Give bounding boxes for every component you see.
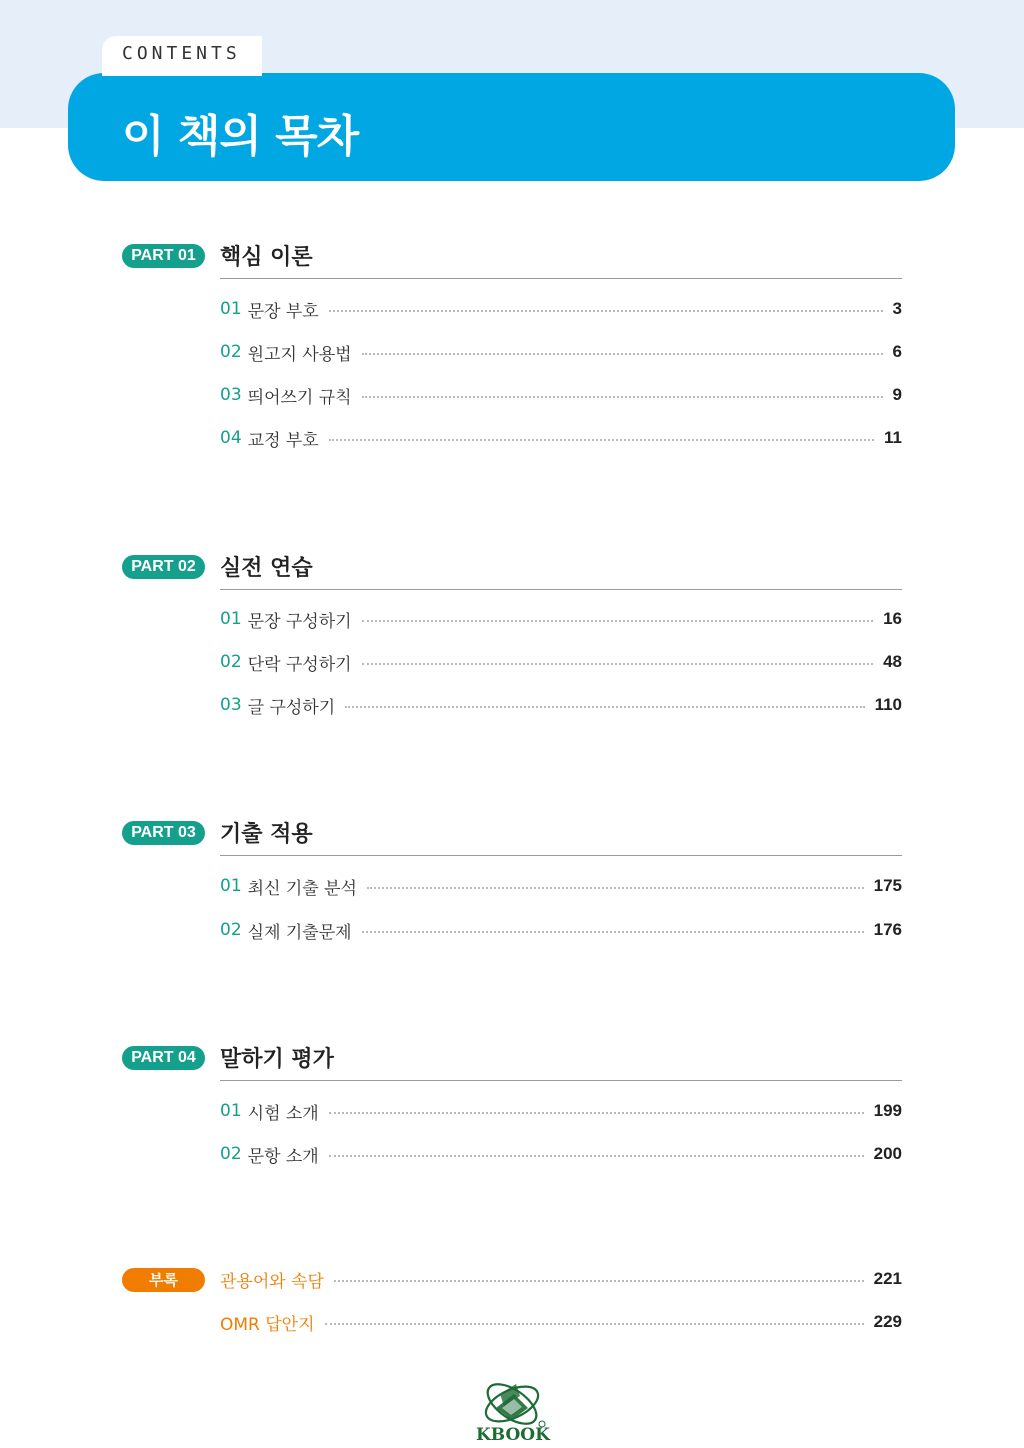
dot-leader bbox=[329, 1155, 864, 1157]
toc-entry[interactable] bbox=[220, 1309, 902, 1335]
toc-entry[interactable] bbox=[220, 1141, 902, 1167]
entry-title: 문장 부호 bbox=[247, 301, 319, 322]
part-divider bbox=[220, 278, 902, 279]
entry-page: 3 bbox=[892, 299, 902, 318]
toc-entry[interactable] bbox=[220, 692, 902, 718]
part-badge: PART 01 bbox=[122, 244, 205, 268]
dot-leader bbox=[367, 887, 864, 889]
toc-entry[interactable] bbox=[220, 296, 902, 322]
entry-title: 원고지 사용법 bbox=[247, 344, 352, 365]
entry-number: 01 bbox=[220, 1101, 242, 1121]
dot-leader bbox=[329, 310, 883, 312]
entry-page: 16 bbox=[883, 609, 902, 628]
entry-page: 176 bbox=[873, 920, 902, 939]
toc-entry[interactable] bbox=[220, 1266, 902, 1292]
toc-entry[interactable] bbox=[220, 873, 902, 899]
entry-page: 48 bbox=[883, 652, 902, 671]
entry-title: 교정 부호 bbox=[247, 430, 319, 451]
entry-page: 6 bbox=[892, 342, 902, 361]
contents-label: CONTENTS bbox=[122, 43, 241, 64]
dot-leader bbox=[362, 396, 883, 398]
entry-number: 01 bbox=[220, 876, 242, 896]
dot-leader bbox=[345, 706, 864, 708]
entry-page: 229 bbox=[873, 1312, 902, 1331]
entry-page: 110 bbox=[874, 695, 902, 714]
toc-entry[interactable] bbox=[220, 1098, 902, 1124]
part-title: 실전 연습 bbox=[220, 556, 313, 581]
dot-leader bbox=[362, 620, 874, 622]
entry-title: 최신 기출 분석 bbox=[247, 878, 357, 899]
entry-title: 띄어쓰기 규칙 bbox=[247, 387, 352, 408]
part-divider bbox=[220, 855, 902, 856]
entry-page: 175 bbox=[873, 876, 902, 895]
dot-leader bbox=[329, 1112, 864, 1114]
entry-title: 문항 소개 bbox=[247, 1146, 319, 1167]
entry-title: OMR 답안지 bbox=[220, 1314, 315, 1335]
part-title: 핵심 이론 bbox=[220, 245, 313, 270]
entry-title: 글 구성하기 bbox=[247, 697, 336, 718]
entry-page: 9 bbox=[892, 385, 902, 404]
toc-entry[interactable] bbox=[220, 649, 902, 675]
entry-number: 01 bbox=[220, 609, 242, 629]
entry-number: 04 bbox=[220, 428, 242, 448]
entry-title: 실제 기출문제 bbox=[247, 922, 352, 943]
part-badge: PART 04 bbox=[122, 1046, 205, 1070]
part-badge: PART 03 bbox=[122, 821, 205, 845]
part-title: 기출 적용 bbox=[220, 822, 313, 847]
part-divider bbox=[220, 1080, 902, 1081]
part-badge: PART 02 bbox=[122, 555, 205, 579]
dot-leader bbox=[325, 1323, 864, 1325]
entry-page: 11 bbox=[884, 428, 902, 447]
entry-number: 02 bbox=[220, 652, 242, 672]
entry-page: 199 bbox=[873, 1101, 902, 1120]
entry-number: 03 bbox=[220, 385, 242, 405]
part-title: 말하기 평가 bbox=[220, 1047, 334, 1072]
toc-entry[interactable] bbox=[220, 917, 902, 943]
dot-leader bbox=[334, 1280, 864, 1282]
page-title: 이 책의 목차 bbox=[122, 111, 359, 162]
entry-title: 단락 구성하기 bbox=[247, 654, 352, 675]
entry-number: 02 bbox=[220, 920, 242, 940]
entry-title: 관용어와 속담 bbox=[220, 1271, 324, 1292]
toc-entry[interactable] bbox=[220, 606, 902, 632]
entry-number: 03 bbox=[220, 695, 242, 715]
entry-title: 문장 구성하기 bbox=[247, 611, 352, 632]
dot-leader bbox=[329, 439, 874, 441]
entry-page: 200 bbox=[873, 1144, 902, 1163]
entry-number: 01 bbox=[220, 299, 242, 319]
entry-page: 221 bbox=[873, 1269, 902, 1288]
dot-leader bbox=[362, 931, 864, 933]
entry-title: 시험 소개 bbox=[247, 1103, 319, 1124]
entry-number: 02 bbox=[220, 342, 242, 362]
toc-entry[interactable] bbox=[220, 425, 902, 451]
entry-number: 02 bbox=[220, 1144, 242, 1164]
toc-entry[interactable] bbox=[220, 382, 902, 408]
dot-leader bbox=[362, 353, 883, 355]
toc-entry[interactable] bbox=[220, 339, 902, 365]
appendix-badge: 부록 bbox=[122, 1268, 205, 1292]
kbook-logo-text: KBOOK bbox=[476, 1425, 550, 1445]
part-divider bbox=[220, 589, 902, 590]
dot-leader bbox=[362, 663, 874, 665]
